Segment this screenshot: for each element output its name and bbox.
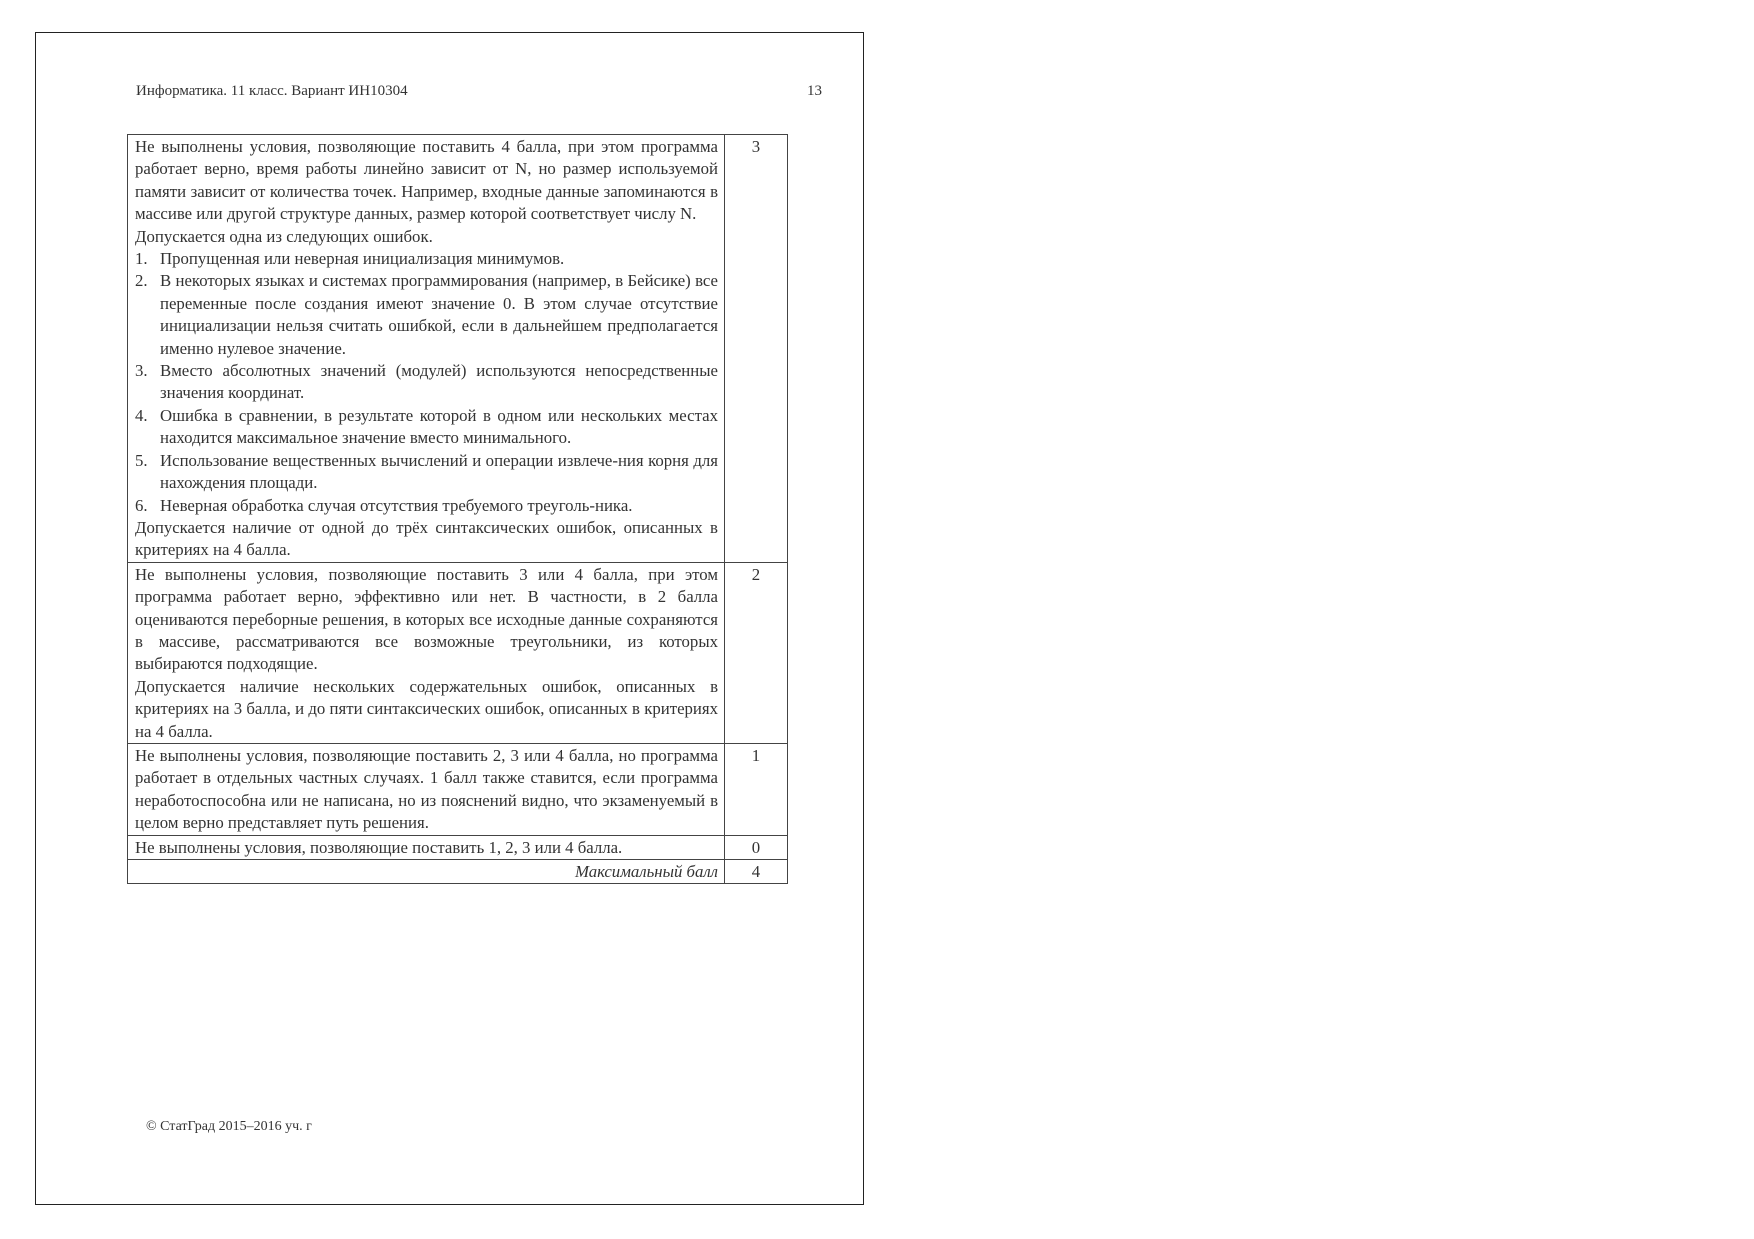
document-page xyxy=(35,32,864,1205)
error-number: 2. xyxy=(135,271,148,291)
criteria-row-2 xyxy=(128,562,788,743)
criteria-paragraph: Не выполнены условия, позволяющие поставить 2, 3 или 4 балла, но программа работает в отдельных частных случаях. 1 балл также ставится, если программа неработоспособна или не написана, но из пояснений видно, что экзаменуемый в целом верно представляет путь решения. xyxy=(135,745,718,833)
error-text: Использование вещественных вычислений и операции извлече-ния корня для нахождения площади. xyxy=(160,450,718,493)
score-cell: 1 xyxy=(725,743,788,835)
grading-criteria-table xyxy=(127,134,788,884)
criteria-row-1 xyxy=(128,743,788,835)
criteria-paragraph: Не выполнены условия, позволяющие поставить 3 или 4 балла, при этом программа работает верно, эффективно или нет. В частности, в 2 балла оцениваются переборные решения, в которых все исходные данные сохраняются в массиве, рассматриваются все возможные треугольники, из которых выбираются подходящие. xyxy=(135,564,718,674)
copyright-footer: © СтатГрад 2015–2016 уч. г xyxy=(146,1119,312,1134)
error-list-item xyxy=(135,360,718,405)
error-number: 5. xyxy=(135,450,148,470)
max-score-value: 4 xyxy=(725,860,788,884)
error-list-item xyxy=(135,270,718,360)
error-list-item xyxy=(135,450,718,495)
criteria-description xyxy=(128,835,725,859)
criteria-paragraph: Допускается одна из следующих ошибок. xyxy=(135,226,433,246)
error-text: В некоторых языках и системах программирования (например, в Бейсике) все переменные после создания имеют значение 0. В этом случае отсутствие инициализации нельзя считать ошибкой, если в дальнейшем предполагается именно нулевое значение. xyxy=(160,271,718,358)
criteria-description xyxy=(128,135,725,563)
criteria-description xyxy=(128,743,725,835)
error-list-item xyxy=(135,495,718,517)
criteria-row-0 xyxy=(128,835,788,859)
error-number: 1. xyxy=(135,249,148,269)
criteria-row-3 xyxy=(128,135,788,563)
score-cell: 3 xyxy=(725,135,788,563)
criteria-description xyxy=(128,562,725,743)
max-score-row xyxy=(128,860,788,884)
criteria-paragraph: Не выполнены условия, позволяющие поставить 1, 2, 3 или 4 балла. xyxy=(135,837,623,857)
criteria-paragraph: Не выполнены условия, позволяющие поставить 4 балла, при этом программа работает верно, время работы линейно зависит от N, но размер используемой памяти зависит от количества точек. Например, входные данные запоминаются в массиве или другой структуре данных, размер которой соответствует числу N. xyxy=(135,137,718,224)
error-number: 4. xyxy=(135,405,148,425)
score-cell: 0 xyxy=(725,835,788,859)
error-text: Ошибка в сравнении, в результате которой в одном или нескольких местах находится максимальное значение вместо минимального. xyxy=(160,405,718,448)
error-list xyxy=(135,248,718,517)
error-text: Вместо абсолютных значений (модулей) используются непосредственные значения координат. xyxy=(160,361,718,403)
score-cell: 2 xyxy=(725,562,788,743)
error-list-item xyxy=(135,248,718,270)
page-header xyxy=(136,83,822,100)
criteria-paragraph: Допускается наличие от одной до трёх синтаксических ошибок, описанных в критериях на 4 балла. xyxy=(135,517,718,560)
max-score-label: Максимальный балл xyxy=(128,860,725,884)
error-number: 6. xyxy=(135,495,148,515)
criteria-paragraph: Допускается наличие нескольких содержательных ошибок, описанных в критериях на 3 балла, и до пяти синтаксических ошибок, описанных в критериях на 4 балла. xyxy=(135,676,718,741)
error-text: Пропущенная или неверная инициализация минимумов. xyxy=(160,249,565,269)
error-list-item xyxy=(135,405,718,450)
page-number: 13 xyxy=(807,83,822,99)
error-text: Неверная обработка случая отсутствия требуемого треуголь-ника. xyxy=(160,495,633,515)
error-number: 3. xyxy=(135,361,148,381)
header-title: Информатика. 11 класс. Вариант ИН10304 xyxy=(136,83,408,99)
